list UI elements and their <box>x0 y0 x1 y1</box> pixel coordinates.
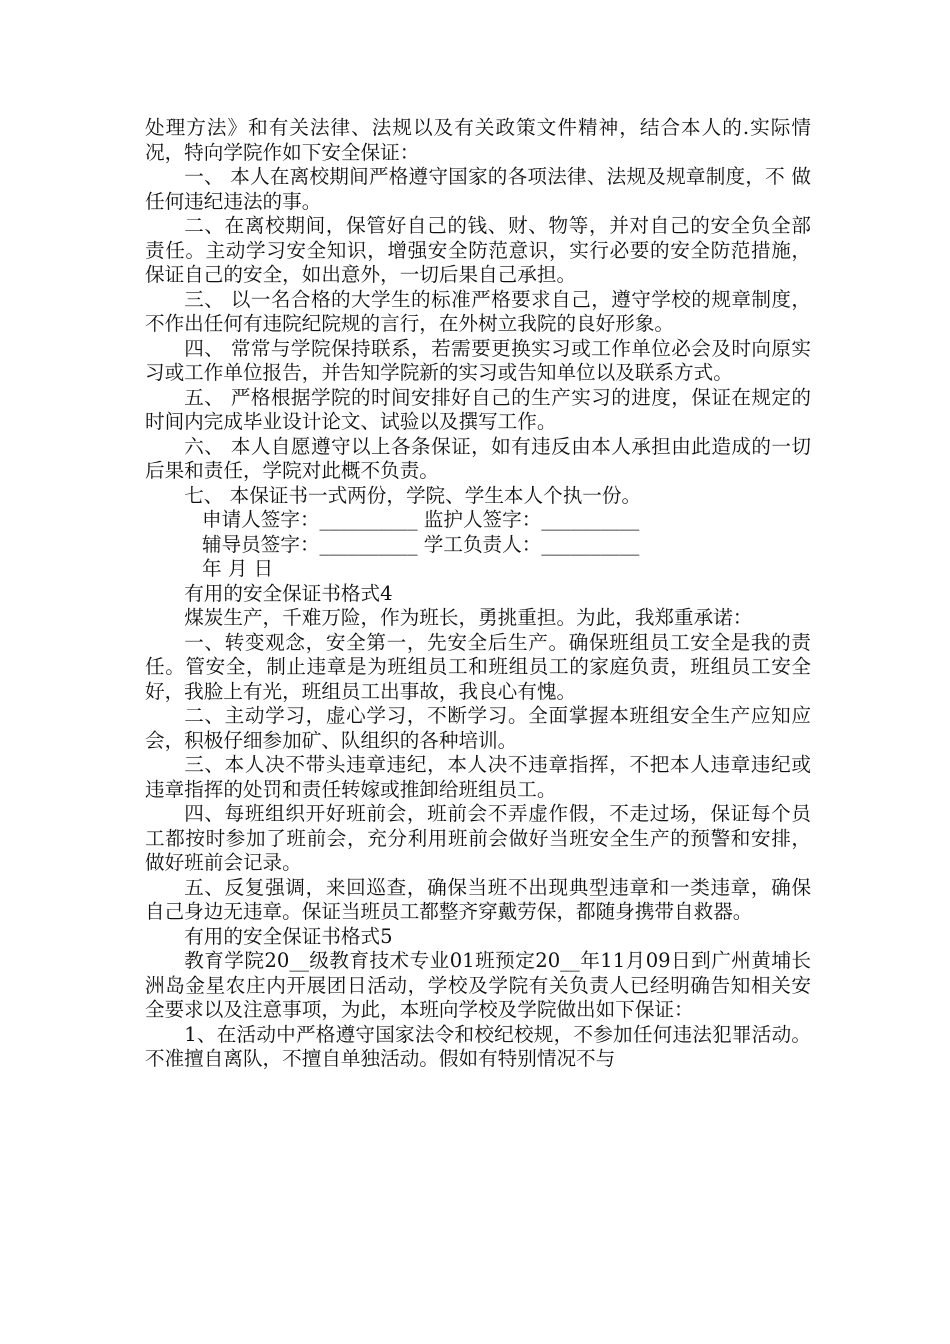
signature-row-counselor-director: 辅导员签字：__________ 学工负责人：__________ <box>202 532 640 556</box>
section-4-paragraph: 二、主动学习，虚心学习，不断学习。全面掌握本班组安全生产应知应会，积极仔细参加矿、队组织的各种培训。 <box>145 704 811 752</box>
section-4-paragraph: 五、反复强调，来回巡查，确保当班不出现典型违章和一类违章，确保自己身边无违章。保证当班员工都整齐穿戴劳保，都随身携带自救器。 <box>145 875 811 923</box>
paragraph-item-6: 六、 本人自愿遵守以上各条保证，如有违反由本人承担由此造成的一切后果和责任，学院对此概不负责。 <box>145 434 811 482</box>
section-4-paragraph: 三、本人决不带头违章违纪，本人决不违章指挥，不把本人违章违纪或违章指挥的处罚和责任转嫁或推卸给班组员工。 <box>145 753 811 801</box>
paragraph-item-1: 一、 本人在离校期间严格遵守国家的各项法律、法规及规章制度，不 做任何违纪违法的事。 <box>145 165 811 213</box>
paragraph-item-7: 七、 本保证书一式两份，学院、学生本人个执一份。 <box>184 483 642 507</box>
paragraph-intro: 处理方法》和有关法律、法规以及有关政策文件精神，结合本人的.实际情况，特向学院作如下安全保证： <box>145 116 811 164</box>
paragraph-item-3: 三、 以一名合格的大学生的标准严格要求自己，遵守学校的规章制度，不作出任何有违院纪院规的言行，在外树立我院的良好形象。 <box>145 287 811 335</box>
signature-row-applicant-guardian: 申请人签字：__________ 监护人签字：__________ <box>202 508 640 531</box>
paragraph-item-4: 四、 常常与学院保持联系，若需要更换实习或工作单位必会及时向原实习或工作单位报告，并告知学院新的实习或告知单位以及联系方式。 <box>145 336 811 384</box>
section-4-paragraph: 一、转变观念，安全第一，先安全后生产。确保班组员工安全是我的责任。管安全，制止违章是为班组员工和班组员工的家庭负责，班组员工安全好，我脸上有光，班组员工出事故，我良心有愧。 <box>145 630 811 703</box>
section-5-title: 有用的安全保证书格式5 <box>184 924 393 948</box>
section-4-paragraph: 煤炭生产，千难万险，作为班长，勇挑重担。为此，我郑重承诺： <box>184 606 753 629</box>
document-page <box>145 116 811 1072</box>
section-4-paragraph: 四、每班组织开好班前会，班前会不弄虚作假，不走过场，保证每个员工都按时参加了班前会，充分利用班前会做好当班安全生产的预警和安排，做好班前会记录。 <box>145 802 811 874</box>
section-5-paragraph: 教育学院20__级教育技术专业01班预定20__年11月09日到广州黄埔长洲岛金星农庄内开展团日活动，学校及学院有关负责人已经明确告知相关安全要求以及注意事项，为此，本班向学校及学院做出如下保证： <box>145 949 811 1021</box>
section-5-paragraph: 1、在活动中严格遵守国家法令和校纪校规，不参加任何违法犯罪活动。不准擅自离队，不擅自单独活动。假如有特别情况不与 <box>145 1022 811 1070</box>
section-4-title: 有用的安全保证书格式4 <box>184 581 393 605</box>
paragraph-item-5: 五、 严格根据学院的时间安排好自己的生产实习的进度，保证在规定的时间内完成毕业设计论文、试验以及撰写工作。 <box>145 385 811 433</box>
paragraph-item-2: 二、在离校期间，保管好自己的钱、财、物等，并对自己的安全负全部责任。主动学习安全知识，增强安全防范意识，实行必要的安全防范措施，保证自己的安全，如出意外，一切后果自己承担。 <box>145 214 811 286</box>
signature-date: 年 月 日 <box>202 557 274 580</box>
